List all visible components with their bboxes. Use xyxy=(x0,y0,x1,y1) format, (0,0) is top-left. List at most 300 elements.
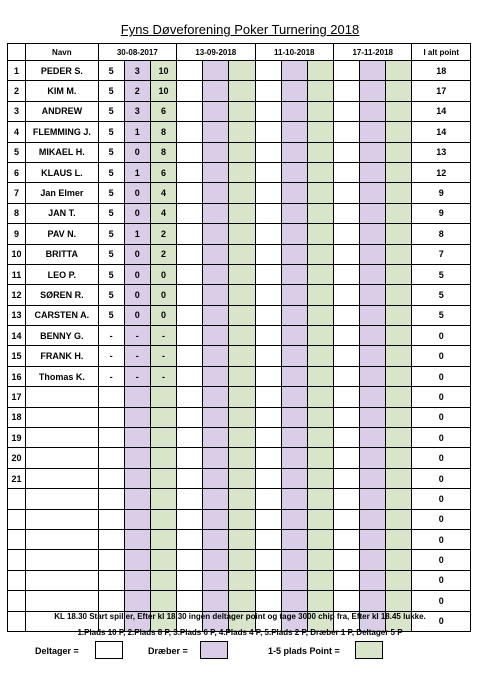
point-cell xyxy=(307,489,333,509)
total-points: 13 xyxy=(412,142,471,162)
header-name: Navn xyxy=(26,44,98,61)
row-number xyxy=(8,529,26,549)
point-cell xyxy=(307,326,333,346)
draeber-cell xyxy=(281,448,307,468)
deltager-cell xyxy=(98,428,124,448)
point-cell: - xyxy=(150,346,176,366)
draeber-cell xyxy=(360,366,386,386)
point-cell xyxy=(150,468,176,488)
point-cell xyxy=(150,529,176,549)
row-number: 17 xyxy=(8,387,26,407)
deltager-cell xyxy=(177,61,203,81)
point-cell xyxy=(386,346,412,366)
legend-point-label: 1-5 plads Point = xyxy=(268,646,340,656)
point-cell xyxy=(229,264,255,284)
row-number: 19 xyxy=(8,428,26,448)
point-cell xyxy=(307,61,333,81)
point-cell xyxy=(307,183,333,203)
point-cell xyxy=(150,387,176,407)
point-cell xyxy=(307,570,333,590)
row-number: 15 xyxy=(8,346,26,366)
draeber-cell xyxy=(281,591,307,611)
player-name xyxy=(26,570,98,590)
point-cell xyxy=(307,224,333,244)
draeber-cell xyxy=(360,407,386,427)
deltager-cell xyxy=(334,489,360,509)
total-points: 8 xyxy=(412,224,471,244)
total-points: 0 xyxy=(412,387,471,407)
total-points: 0 xyxy=(412,326,471,346)
draeber-cell xyxy=(360,203,386,223)
draeber-cell xyxy=(360,529,386,549)
draeber-cell: 1 xyxy=(124,224,150,244)
deltager-cell: - xyxy=(98,366,124,386)
table-row xyxy=(8,162,471,182)
draeber-cell xyxy=(203,570,229,590)
draeber-cell xyxy=(281,142,307,162)
draeber-cell xyxy=(124,550,150,570)
score-table xyxy=(7,43,471,632)
draeber-cell xyxy=(124,529,150,549)
point-cell xyxy=(150,448,176,468)
deltager-cell: 5 xyxy=(98,81,124,101)
player-name xyxy=(26,591,98,611)
draeber-cell xyxy=(360,550,386,570)
draeber-cell xyxy=(281,285,307,305)
point-cell xyxy=(307,244,333,264)
draeber-cell xyxy=(203,224,229,244)
row-number: 4 xyxy=(8,122,26,142)
header-total: I alt point xyxy=(412,44,471,61)
point-cell xyxy=(229,305,255,325)
deltager-cell xyxy=(255,550,281,570)
draeber-cell: 3 xyxy=(124,61,150,81)
draeber-cell: 0 xyxy=(124,264,150,284)
deltager-cell xyxy=(255,183,281,203)
draeber-cell xyxy=(203,509,229,529)
point-cell xyxy=(229,509,255,529)
point-cell xyxy=(386,550,412,570)
point-cell xyxy=(386,591,412,611)
draeber-cell xyxy=(360,264,386,284)
deltager-cell xyxy=(255,61,281,81)
point-cell xyxy=(229,489,255,509)
point-cell xyxy=(150,489,176,509)
deltager-cell xyxy=(98,489,124,509)
draeber-cell xyxy=(203,162,229,182)
point-cell xyxy=(229,326,255,346)
table-row xyxy=(8,387,471,407)
total-points: 0 xyxy=(412,570,471,590)
total-points: 0 xyxy=(412,468,471,488)
point-cell xyxy=(307,101,333,121)
point-cell xyxy=(386,122,412,142)
player-name xyxy=(26,428,98,448)
player-name xyxy=(26,448,98,468)
point-cell xyxy=(229,591,255,611)
deltager-cell xyxy=(255,244,281,264)
deltager-cell xyxy=(177,162,203,182)
deltager-cell xyxy=(255,203,281,223)
player-name: BENNY G. xyxy=(26,326,98,346)
draeber-cell xyxy=(281,366,307,386)
total-points: 0 xyxy=(412,611,471,631)
table-row xyxy=(8,305,471,325)
draeber-cell: - xyxy=(124,346,150,366)
point-cell: 10 xyxy=(150,81,176,101)
deltager-cell xyxy=(177,509,203,529)
table-row xyxy=(8,264,471,284)
point-cell xyxy=(307,509,333,529)
table-row xyxy=(8,122,471,142)
row-number: 16 xyxy=(8,366,26,386)
table-row xyxy=(8,570,471,590)
page-title: Fyns Døveforening Poker Turnering 2018 xyxy=(120,22,360,37)
point-cell: 8 xyxy=(150,122,176,142)
draeber-cell xyxy=(360,122,386,142)
total-points: 18 xyxy=(412,61,471,81)
point-cell xyxy=(307,81,333,101)
point-cell xyxy=(229,203,255,223)
deltager-cell xyxy=(177,183,203,203)
legend-deltager-swatch xyxy=(95,641,123,659)
point-cell xyxy=(150,591,176,611)
draeber-cell xyxy=(281,183,307,203)
draeber-cell xyxy=(360,162,386,182)
draeber-cell xyxy=(124,570,150,590)
row-number: 13 xyxy=(8,305,26,325)
point-cell xyxy=(307,407,333,427)
total-points: 14 xyxy=(412,101,471,121)
deltager-cell xyxy=(334,407,360,427)
deltager-cell xyxy=(334,264,360,284)
draeber-cell: - xyxy=(124,326,150,346)
deltager-cell xyxy=(255,509,281,529)
draeber-cell xyxy=(360,448,386,468)
player-name: Jan Elmer xyxy=(26,183,98,203)
draeber-cell xyxy=(203,285,229,305)
deltager-cell xyxy=(255,101,281,121)
point-cell xyxy=(307,448,333,468)
row-number: 1 xyxy=(8,61,26,81)
total-points: 0 xyxy=(412,346,471,366)
legend xyxy=(0,641,480,661)
header-date-1: 30-08-2017 xyxy=(98,44,176,61)
point-cell xyxy=(229,407,255,427)
point-cell: 0 xyxy=(150,285,176,305)
point-cell xyxy=(386,366,412,386)
total-points: 0 xyxy=(412,448,471,468)
draeber-cell xyxy=(203,101,229,121)
legend-draeber-swatch xyxy=(200,641,228,659)
deltager-cell xyxy=(334,162,360,182)
deltager-cell xyxy=(98,468,124,488)
draeber-cell xyxy=(360,61,386,81)
player-name: FLEMMING J. xyxy=(26,122,98,142)
point-cell xyxy=(307,387,333,407)
player-name: PEDER S. xyxy=(26,61,98,81)
total-points: 0 xyxy=(412,529,471,549)
deltager-cell xyxy=(334,81,360,101)
table-row xyxy=(8,285,471,305)
point-cell xyxy=(229,468,255,488)
deltager-cell xyxy=(334,244,360,264)
row-number xyxy=(8,509,26,529)
player-name: SØREN R. xyxy=(26,285,98,305)
legend-deltager-label: Deltager = xyxy=(35,646,79,656)
draeber-cell xyxy=(281,468,307,488)
deltager-cell xyxy=(177,366,203,386)
deltager-cell xyxy=(98,529,124,549)
point-cell xyxy=(229,142,255,162)
row-number: 20 xyxy=(8,448,26,468)
table-row xyxy=(8,407,471,427)
row-number: 11 xyxy=(8,264,26,284)
total-points: 0 xyxy=(412,366,471,386)
point-cell xyxy=(386,101,412,121)
draeber-cell: 0 xyxy=(124,183,150,203)
table-row xyxy=(8,346,471,366)
draeber-cell xyxy=(203,407,229,427)
point-cell xyxy=(229,61,255,81)
draeber-cell xyxy=(360,346,386,366)
deltager-cell xyxy=(334,326,360,346)
table-row xyxy=(8,326,471,346)
player-name: Thomas K. xyxy=(26,366,98,386)
point-cell: 4 xyxy=(150,203,176,223)
deltager-cell xyxy=(334,142,360,162)
point-cell xyxy=(150,550,176,570)
draeber-cell xyxy=(203,529,229,549)
deltager-cell xyxy=(334,529,360,549)
deltager-cell: 5 xyxy=(98,305,124,325)
deltager-cell xyxy=(255,407,281,427)
row-number: 10 xyxy=(8,244,26,264)
header-number xyxy=(8,44,26,61)
row-number: 6 xyxy=(8,162,26,182)
draeber-cell xyxy=(281,326,307,346)
draeber-cell xyxy=(203,122,229,142)
total-points: 17 xyxy=(412,81,471,101)
total-points: 0 xyxy=(412,550,471,570)
point-cell xyxy=(386,570,412,590)
row-number: 8 xyxy=(8,203,26,223)
header-date-2: 13-09-2018 xyxy=(177,44,255,61)
deltager-cell xyxy=(98,407,124,427)
deltager-cell xyxy=(177,264,203,284)
player-name: BRITTA xyxy=(26,244,98,264)
deltager-cell xyxy=(98,591,124,611)
table-body xyxy=(8,61,471,632)
point-cell xyxy=(229,448,255,468)
deltager-cell xyxy=(255,366,281,386)
draeber-cell xyxy=(360,428,386,448)
draeber-cell xyxy=(124,448,150,468)
table-row xyxy=(8,61,471,81)
point-cell xyxy=(386,305,412,325)
deltager-cell: 5 xyxy=(98,122,124,142)
player-name: FRANK H. xyxy=(26,346,98,366)
draeber-cell xyxy=(281,203,307,223)
point-cell xyxy=(229,346,255,366)
point-cell xyxy=(229,428,255,448)
point-cell: 4 xyxy=(150,183,176,203)
deltager-cell xyxy=(334,468,360,488)
deltager-cell xyxy=(177,468,203,488)
deltager-cell xyxy=(334,366,360,386)
draeber-cell xyxy=(281,264,307,284)
deltager-cell xyxy=(177,448,203,468)
point-cell: 2 xyxy=(150,244,176,264)
point-cell xyxy=(229,570,255,590)
point-cell xyxy=(386,81,412,101)
draeber-cell xyxy=(281,346,307,366)
table-row xyxy=(8,448,471,468)
row-number: 5 xyxy=(8,142,26,162)
player-name xyxy=(26,550,98,570)
point-cell: - xyxy=(150,366,176,386)
point-cell xyxy=(307,122,333,142)
total-points: 5 xyxy=(412,305,471,325)
draeber-cell xyxy=(124,407,150,427)
point-cell xyxy=(307,591,333,611)
point-cell xyxy=(386,244,412,264)
draeber-cell xyxy=(360,142,386,162)
point-cell xyxy=(229,366,255,386)
point-cell xyxy=(229,387,255,407)
draeber-cell xyxy=(360,101,386,121)
point-cell xyxy=(307,285,333,305)
table-row xyxy=(8,224,471,244)
deltager-cell xyxy=(98,570,124,590)
point-cell xyxy=(229,122,255,142)
point-cell xyxy=(307,468,333,488)
draeber-cell xyxy=(360,591,386,611)
deltager-cell xyxy=(334,61,360,81)
point-cell: 6 xyxy=(150,101,176,121)
total-points: 12 xyxy=(412,162,471,182)
legend-draeber-label: Dræber = xyxy=(148,646,188,656)
player-name xyxy=(26,509,98,529)
point-cell xyxy=(229,183,255,203)
deltager-cell xyxy=(177,550,203,570)
deltager-cell xyxy=(334,285,360,305)
deltager-cell xyxy=(177,407,203,427)
draeber-cell xyxy=(360,468,386,488)
point-cell xyxy=(386,203,412,223)
deltager-cell: 5 xyxy=(98,162,124,182)
point-cell xyxy=(386,428,412,448)
point-cell xyxy=(150,428,176,448)
table-row xyxy=(8,203,471,223)
row-number xyxy=(8,489,26,509)
deltager-cell xyxy=(255,224,281,244)
deltager-cell xyxy=(255,142,281,162)
draeber-cell xyxy=(281,529,307,549)
row-number xyxy=(8,570,26,590)
point-cell xyxy=(307,142,333,162)
deltager-cell xyxy=(177,244,203,264)
deltager-cell xyxy=(177,142,203,162)
deltager-cell xyxy=(177,122,203,142)
table-row xyxy=(8,81,471,101)
point-cell xyxy=(386,162,412,182)
draeber-cell xyxy=(360,489,386,509)
deltager-cell xyxy=(334,122,360,142)
deltager-cell xyxy=(177,570,203,590)
deltager-cell xyxy=(177,529,203,549)
point-cell xyxy=(229,101,255,121)
deltager-cell xyxy=(177,101,203,121)
table-row xyxy=(8,591,471,611)
draeber-cell: 2 xyxy=(124,81,150,101)
deltager-cell xyxy=(334,509,360,529)
player-name: LEO P. xyxy=(26,264,98,284)
deltager-cell: - xyxy=(98,326,124,346)
draeber-cell xyxy=(124,428,150,448)
draeber-cell xyxy=(281,387,307,407)
total-points: 0 xyxy=(412,407,471,427)
draeber-cell xyxy=(203,244,229,264)
point-cell xyxy=(386,529,412,549)
draeber-cell xyxy=(360,305,386,325)
deltager-cell xyxy=(255,122,281,142)
deltager-cell xyxy=(177,203,203,223)
point-cell xyxy=(307,162,333,182)
player-name xyxy=(26,529,98,549)
draeber-cell xyxy=(360,570,386,590)
table-row xyxy=(8,509,471,529)
draeber-cell xyxy=(281,305,307,325)
legend-point-swatch xyxy=(355,641,383,659)
deltager-cell xyxy=(255,468,281,488)
deltager-cell: - xyxy=(98,346,124,366)
total-points: 5 xyxy=(412,264,471,284)
deltager-cell: 5 xyxy=(98,183,124,203)
table-row xyxy=(8,489,471,509)
draeber-cell xyxy=(124,387,150,407)
point-cell xyxy=(386,509,412,529)
row-number: 7 xyxy=(8,183,26,203)
deltager-cell xyxy=(255,591,281,611)
total-points: 14 xyxy=(412,122,471,142)
deltager-cell xyxy=(334,428,360,448)
row-number xyxy=(8,591,26,611)
draeber-cell xyxy=(203,81,229,101)
row-number xyxy=(8,550,26,570)
draeber-cell xyxy=(360,224,386,244)
draeber-cell: 0 xyxy=(124,244,150,264)
deltager-cell xyxy=(255,264,281,284)
draeber-cell xyxy=(203,550,229,570)
point-cell xyxy=(386,489,412,509)
deltager-cell xyxy=(98,387,124,407)
draeber-cell xyxy=(203,142,229,162)
deltager-cell xyxy=(255,305,281,325)
table-row xyxy=(8,244,471,264)
deltager-cell xyxy=(334,203,360,223)
draeber-cell: 1 xyxy=(124,162,150,182)
draeber-cell xyxy=(203,305,229,325)
deltager-cell: 5 xyxy=(98,224,124,244)
draeber-cell xyxy=(360,183,386,203)
point-cell xyxy=(386,264,412,284)
deltager-cell xyxy=(334,346,360,366)
deltager-cell xyxy=(98,509,124,529)
header-date-4: 17-11-2018 xyxy=(334,44,412,61)
point-cell: 0 xyxy=(150,264,176,284)
point-cell xyxy=(229,529,255,549)
